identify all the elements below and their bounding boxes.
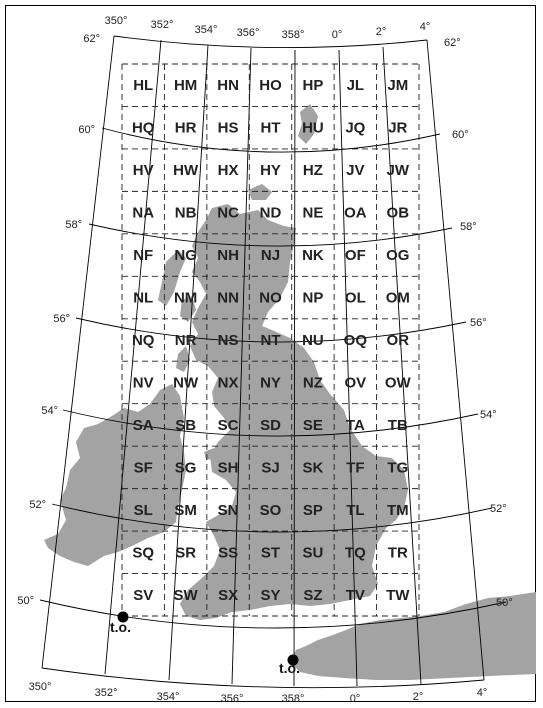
true-origin-label: t.o. — [110, 619, 131, 635]
false-origin-label: t.o. — [279, 660, 300, 676]
latitude-label-right: 54° — [480, 409, 497, 421]
grid-square-label: JL — [346, 77, 365, 95]
grid-square-label: NB — [174, 204, 197, 222]
grid-square-label: TB — [387, 416, 408, 434]
grid-square-label: TM — [386, 501, 409, 519]
grid-square-label: SS — [218, 544, 239, 562]
grid-square-label: NM — [173, 289, 198, 307]
grid-square-label: NQ — [131, 332, 155, 349]
grid-square-label: SY — [260, 586, 281, 604]
longitude-label-top: 352° — [150, 19, 174, 31]
grid-square-label: HO — [259, 77, 282, 95]
grid-square-label: HP — [302, 77, 324, 95]
grid-square-label: SC — [217, 416, 239, 434]
latitude-label-right: 50° — [496, 597, 513, 609]
anglesey-landmass — [204, 448, 216, 460]
grid-square-label: SV — [133, 586, 154, 604]
grid-square-label: NY — [260, 374, 281, 392]
grid-square-label: TW — [386, 586, 410, 604]
longitude-label-bottom: 2° — [412, 691, 424, 703]
grid-square-label: OF — [344, 247, 366, 265]
grid-square-label: SX — [218, 586, 239, 604]
latitude-label-right: 58° — [460, 221, 477, 233]
grid-square-label: NX — [217, 374, 239, 392]
longitude-label-top: 2° — [375, 26, 387, 38]
latitude-label-left: 52° — [29, 499, 46, 511]
grid-square-label: NA — [132, 204, 155, 222]
latitude-label-left: 62° — [83, 33, 100, 45]
grid-square-label: HX — [217, 162, 239, 180]
longitude-label-top: 4° — [419, 21, 431, 33]
longitude-label-top: 356° — [236, 27, 260, 39]
longitude-label-top: 358° — [281, 29, 305, 41]
grid-square-label: NF — [133, 247, 154, 265]
grid-square-label: OQ — [343, 332, 368, 349]
longitude-label-bottom: 350° — [28, 681, 52, 693]
grid-square-label: HT — [260, 119, 281, 137]
grid-square-label: ST — [260, 544, 281, 562]
grid-square-label: SM — [174, 501, 197, 519]
grid-square-label: OB — [386, 204, 410, 222]
longitude-label-bottom: 358° — [281, 693, 305, 705]
grid-square-label: SE — [302, 416, 323, 434]
longitude-label-bottom: 0° — [349, 693, 361, 705]
latitude-label-right: 52° — [490, 503, 507, 515]
grid-square-label: HL — [133, 77, 154, 95]
grid-square-label: HV — [132, 162, 154, 180]
grid-square-label: HS — [217, 119, 239, 137]
grid-square-label: OL — [344, 289, 366, 307]
grid-square-label: HY — [260, 162, 281, 180]
grid-square-label: NV — [132, 374, 154, 392]
grid-square-label: HZ — [302, 162, 323, 180]
grid-square-label: NL — [133, 289, 154, 307]
grid-square-label: OM — [385, 289, 410, 307]
grid-square-label: SL — [133, 501, 153, 519]
grid-square-label: NC — [217, 204, 239, 222]
latitude-label-left: 58° — [65, 219, 82, 231]
longitude-label-bottom: 356° — [220, 693, 244, 705]
grid-square-label: SR — [175, 544, 197, 562]
grid-square-label: NK — [302, 247, 324, 265]
grid-square-label: TL — [346, 501, 365, 519]
grid-square-label: HR — [174, 119, 197, 137]
land-masses — [44, 104, 536, 680]
grid-square-label: NW — [173, 374, 199, 392]
longitude-label-bottom: 352° — [94, 687, 118, 699]
grid-square-label: TF — [346, 459, 365, 477]
grid-square-label: SP — [302, 501, 323, 519]
grid-square-label: NU — [302, 332, 324, 349]
grid-square-label: SQ — [132, 544, 155, 562]
grid-square-label: ND — [259, 204, 282, 222]
grid-square-label: JR — [388, 119, 408, 137]
grid-square-label: TA — [345, 416, 365, 434]
grid-square-label: SG — [174, 459, 197, 477]
grid-square-label: SB — [175, 416, 197, 434]
grid-square-label: JQ — [345, 119, 366, 137]
grid-square-label: TQ — [344, 544, 366, 562]
grid-square-label: HW — [173, 162, 199, 180]
grid-square-label: JW — [386, 162, 410, 180]
grid-square-label: SN — [217, 501, 239, 519]
grid-square-label: SK — [302, 459, 324, 477]
grid-square-label: HU — [302, 119, 324, 137]
grid-square-label: NH — [217, 247, 239, 265]
grid-square-label: NE — [302, 204, 324, 222]
grid-square-label: NP — [302, 289, 324, 307]
grid-square-label: HN — [217, 77, 239, 95]
grid-square-label: TG — [387, 459, 409, 477]
longitude-label-top: 350° — [104, 15, 128, 27]
latitude-label-right: 56° — [470, 317, 487, 329]
grid-square-label: SW — [173, 586, 198, 604]
grid-square-label: SF — [133, 459, 153, 477]
grid-square-label: SJ — [261, 459, 280, 477]
longitude-label-top: 0° — [331, 29, 343, 41]
longitude-label-bottom: 4° — [476, 687, 488, 699]
grid-square-label: NT — [260, 332, 281, 349]
grid-square-label: NZ — [302, 374, 323, 392]
grid-square-label: OW — [384, 374, 411, 392]
grid-square-label: HQ — [131, 119, 155, 137]
latitude-label-left: 60° — [78, 124, 95, 136]
grid-square-label: SH — [217, 459, 239, 477]
longitude-label-top: 354° — [194, 24, 218, 36]
grid-square-label: OV — [344, 374, 367, 392]
grid-square-label: OG — [386, 247, 410, 265]
grid-square-label: HM — [173, 77, 198, 95]
grid-square-label: SU — [302, 544, 324, 562]
grid-square-label: NS — [217, 332, 239, 349]
longitude-label-bottom: 354° — [156, 691, 180, 703]
grid-square-label: OR — [386, 332, 410, 349]
orkney-landmass — [248, 184, 272, 200]
grid-square-label: SO — [259, 501, 282, 519]
latitude-label-left: 54° — [41, 405, 58, 417]
latitude-label-left: 56° — [53, 313, 70, 325]
grid-square-label: NJ — [260, 247, 281, 265]
grid-square-label: NN — [217, 289, 239, 307]
grid-square-label: SD — [260, 416, 281, 434]
grid-square-label: TR — [387, 544, 408, 562]
grid-square-label: OA — [344, 204, 367, 222]
grid-square-label: NO — [259, 289, 282, 307]
grid-square-label: JV — [346, 162, 365, 180]
grid-square-label: JM — [387, 77, 409, 95]
latitude-label-right: 60° — [452, 129, 469, 141]
grid-square-label: NR — [174, 332, 197, 349]
grid-square-label: SA — [132, 416, 154, 434]
grid-square-label: TV — [345, 586, 365, 604]
latitude-label-left: 50° — [17, 595, 34, 607]
grid-square-label: NG — [174, 247, 197, 265]
latitude-label-right: 62° — [444, 37, 461, 49]
grid-square-label: SZ — [303, 586, 323, 604]
